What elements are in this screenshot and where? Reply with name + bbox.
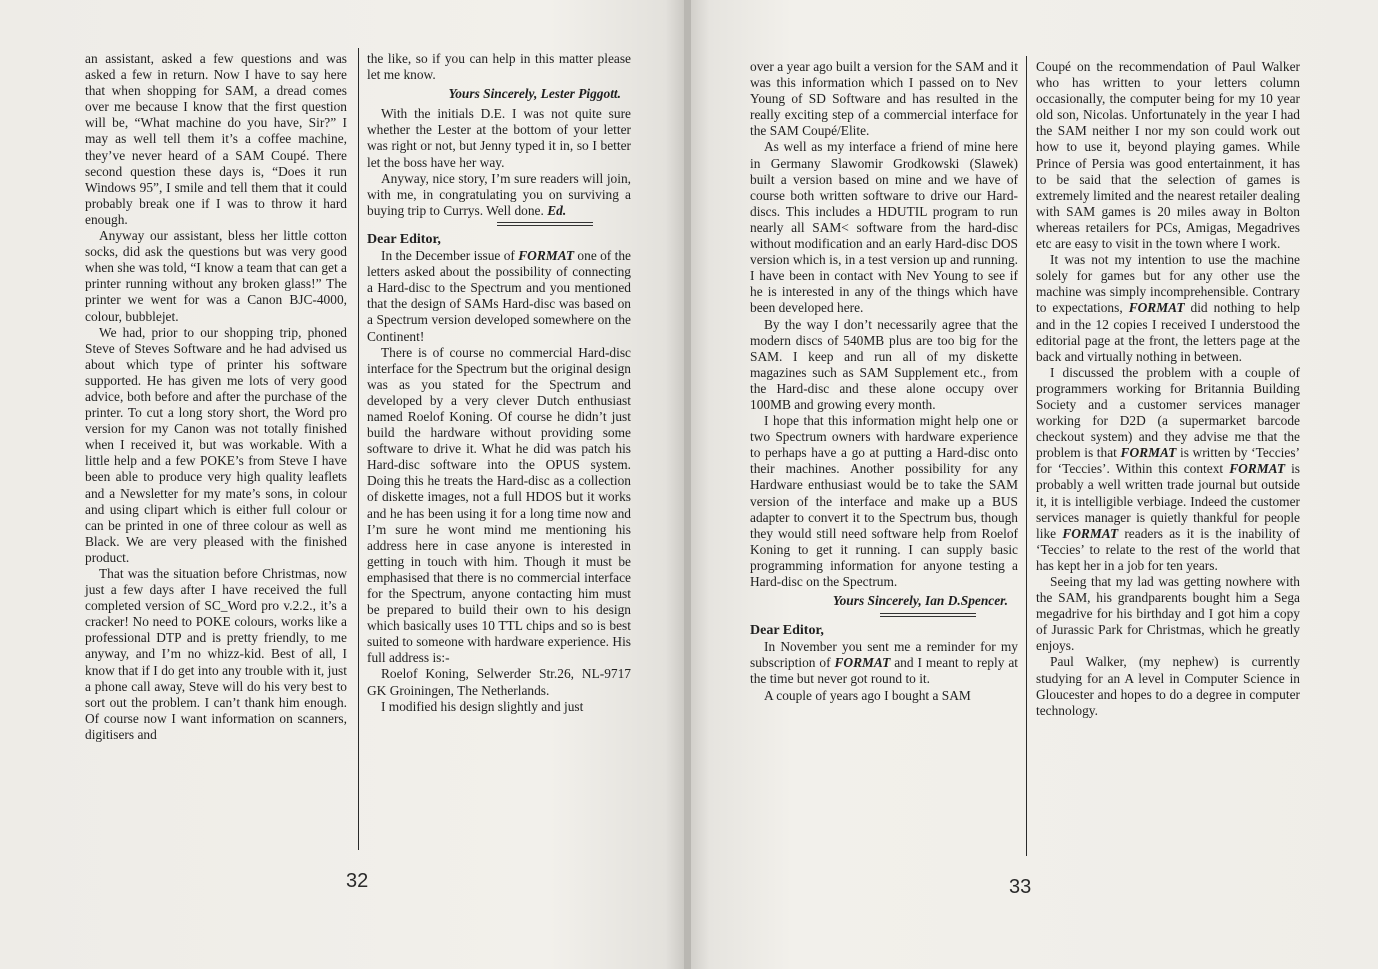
section-rule <box>497 222 593 226</box>
paragraph: It was not my intention to use the machine solely for games but for any other use the machine was simply incomprehensible. Contrary to expectations, FORMAT did nothing to help and in the 12 copies I received I understood the editorial page at the front, the letters page at the back and virtually nothing in between. <box>1036 252 1300 364</box>
signature: Yours Sincerely, Ian D.Spencer. <box>832 593 1008 609</box>
letter-heading: Dear Editor, <box>367 231 441 247</box>
paragraph: Coupé on the recommendation of Paul Walker who has written to your letters column occasionally, the computer being for my 10 year old son, Nicolas. Unfortunately in the year I had the SAM neither I nor my son could work out how to use it, beyond playing games. While Prince of Persia was good entertainment, it has to be said that the selection of games is extremely limited and the nearest retailer dealing with SAM games is 20 miles away in Bolton whereas retailers for PCs, Amigas, Megadrives etc are easy to visit in the town where I work. <box>1036 59 1300 252</box>
format-word: FORMAT <box>834 655 891 671</box>
paragraph: over a year ago built a version for the SAM and it was this information which I passed on to Nev Young of SD Software and has resulted in the really exciting step of a commercial interface for the SAM Coupé/Elite. <box>750 59 1018 139</box>
column-3 <box>750 59 1018 704</box>
paragraph: As well as my interface a friend of mine here in Germany Slawomir Grodkowski (Slawek) built a version based on mine and we have of course both written software to drive our Hard-discs. This includes a HDUTIL program to run nearly all SAM< software from the hard-disc without modification and an early Hard-disc DOS version which is, in a test version up and running. I have been in contact with Nev Young to see if he is interested in any of the things which have been developed here. <box>750 139 1018 316</box>
paragraph: I hope that this information might help one or two Spectrum owners with hardware experience to perhaps have a go at putting a Hard-disc onto their machines. Another possibility for any Hardware enthusiast would be to take the SAM version of the interface and make up a BUS adapter to convert it to the Spectrum bus, though they would still need software help from Roelof Koning to get it running. I can supply basic programming information for anyone testing a Hard-disc on the Spectrum. <box>750 413 1018 589</box>
paragraph: Paul Walker, (my nephew) is currently studying for an A level in Computer Science in Gloucester and hopes to do a degree in computer technology. <box>1036 654 1300 718</box>
paragraph: That was the situation before Christmas, now just a few days after I have received the full completed version of SC_Word pro v.2.2., it’s a cracker! No need to POKE colours, works like a professional DTP and is pretty friendly, to me anyway, and I’m no whizz-kid. Best of all, I know that if I do get into any trouble with it, just a phone call away, Steve will do his very best to sort out the problem. I can’t thank him enough. Of course now I want information on scanners, digitisers and <box>85 566 347 742</box>
paragraph: an assistant, asked a few questions and was asked a few in return. Now I have to say here that when shopping for SAM, a dread comes over me because I know that the first question will be, “What machine do you have, Sir?” I may as well tell them it’s a coffee machine, they’ve never heard of a SAM Coupé. There second question these days is, “Does it run Windows 95”, I smile and tell them that it could probably break one if I was to throw it hard enough. <box>85 51 347 227</box>
editor-reply: Anyway, nice story, I’m sure readers will join, with me, in congratulating you on surviving a buying trip to Currys. Well done. Ed. <box>367 170 631 218</box>
signature: Yours Sincerely, Lester Piggott. <box>448 86 621 102</box>
page-number-right: 33 <box>1009 876 1032 898</box>
column-1 <box>85 51 347 743</box>
paragraph: In November you sent me a reminder for my subscription of FORMAT and I meant to reply at the time but never got round to it. <box>750 639 1018 687</box>
column-4 <box>1036 59 1300 719</box>
editor-reply: With the initials D.E. I was not quite sure whether the Lester at the bottom of your letter was right or not, but Jenny typed it in, so I better let the boss have her way. <box>367 106 631 170</box>
page-gutter <box>684 0 691 969</box>
format-word: FORMAT <box>1062 525 1119 541</box>
column-2 <box>367 51 631 715</box>
paragraph: I modified his design slightly and just <box>381 698 584 714</box>
address: Roelof Koning, Selwerder Str.26, NL-9717 GK Groiningen, The Netherlands. <box>367 666 631 698</box>
paragraph: Anyway our assistant, bless her little cotton socks, did ask the questions but was very good when she was told, “I know a team that can get a printer running without any broken glass!” The printer we went for was a Canon BJC-4000, colour, bubblejet. <box>85 228 347 324</box>
column-divider <box>358 48 359 850</box>
paragraph: I discussed the problem with a couple of programmers working for Britannia Building Society and a customer services manager working for D2D (a supermarket barcode checkout system) and they advise me that the problem is that FORMAT is written by ‘Teccies’ for ‘Teccies’. Within this context FORMAT is probably a well written trade journal but outside it, it is intelligible verbiage. Indeed the customer services manager is quietly thankful for people like FORMAT readers as it is the inability of ‘Teccies’ to relate to the rest of the world that has kept her in a job for ten years. <box>1036 364 1300 573</box>
page-number-left: 32 <box>346 870 369 892</box>
paragraph: Seeing that my lad was getting nowhere with the SAM, his grandparents bought him a Sega megadrive for his birthday and I got him a copy of Jurassic Park for Christmas, which he greatly enjoys. <box>1036 574 1300 654</box>
paragraph: the like, so if you can help in this matter please let me know. <box>367 51 631 83</box>
paragraph: A couple of years ago I bought a SAM <box>764 687 971 703</box>
column-divider <box>1026 56 1027 856</box>
editor-initial: Ed. <box>547 202 567 218</box>
letter-heading: Dear Editor, <box>750 623 824 639</box>
format-word: FORMAT <box>1128 300 1185 316</box>
paragraph: By the way I don’t necessarily agree that the modern discs of 540MB plus are too big for the SAM. I keep and run all of my diskette magazines such as SAM Supplement etc., from the Hard-disc and these alone occupy over 100MB and growing every month. <box>750 316 1018 412</box>
paragraph: In the December issue of FORMAT one of the letters asked about the possibility of connecting a Hard-disc to the Spectrum and you mentioned that the design of SAMs Hard-disc was based on a Spectrum version developed somewhere on the Continent! <box>367 248 631 344</box>
format-word: FORMAT <box>1120 445 1177 461</box>
section-rule <box>880 613 976 617</box>
format-word: FORMAT <box>1229 461 1286 477</box>
paragraph: There is of course no commercial Hard-disc interface for the Spectrum but the original design was as you stated for the Spectrum and developed by a very clever Dutch enthusiast named Roelof Koning. Of course he didn’t just build the hardware without providing some software to drive it. What he did was patch his Hard-disc software into the OPUS system. Doing this he treats the Hard-disc as a collection of diskette images, not a full HDOS but it works and he has been using it for a long time now and I’m sure he wont mind me mentioning his address here in case anyone is interested in getting in touch with him. Though it must be emphasised that there is no commercial interface for the Spectrum, anyone contacting him must be prepared to build their own to his design which basically uses 10 TTL chips and so is best suited to someone with hardware experience. His full address is:- <box>367 344 631 666</box>
paragraph: We had, prior to our shopping trip, phoned Steve of Steves Software and he had advised us about which type of printer his software supported. He has given me lots of very good advice, both before and after the purchase of the printer. To cut a long story short, the Word pro version for my Canon was not totally finished when I received it, but was workable. With a little help and a few POKE’s from Steve I have been able to produce very high quality leaflets and a Newsletter for my mate’s sons, in colour and using clipart which is either full colour or can be printed in one of three colour as well as Black. We are very pleased with the finished product. <box>85 324 347 565</box>
format-word: FORMAT <box>518 248 575 264</box>
